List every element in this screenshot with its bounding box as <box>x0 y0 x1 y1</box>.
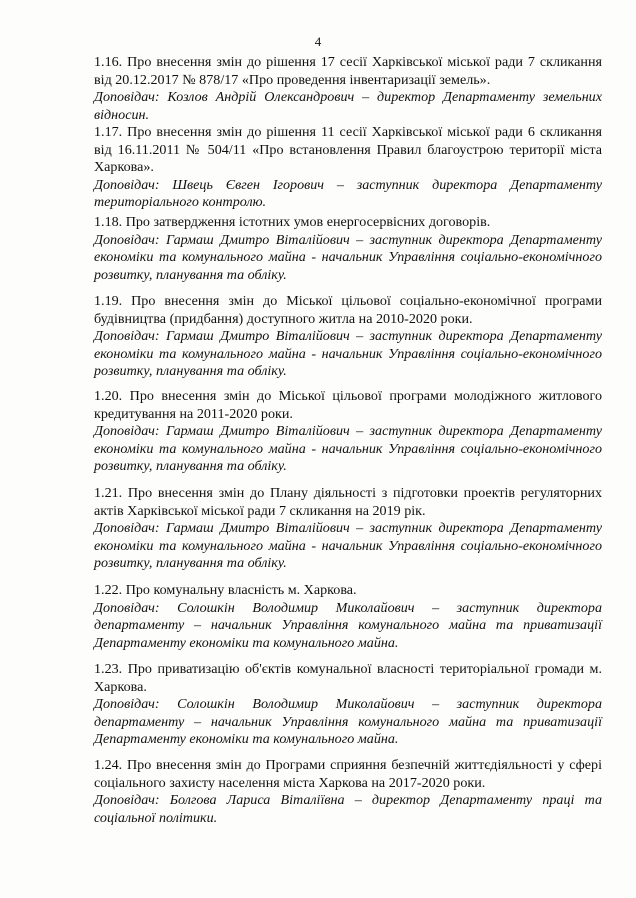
agenda-item-1-19 <box>94 293 602 381</box>
agenda-item-title: 1.16. Про внесення змін до рішення 17 сесії Харківської міської ради 7 скликання від 20.12.2017 № 878/17 «Про проведення інвентаризації земель». <box>94 54 602 88</box>
agenda-item-speaker: Доповідач: Солошкін Володимир Миколайович – заступник директора департаменту – начальник Управління комунального майна та приватизації Департаменту економіки та комунального майна. <box>94 599 602 651</box>
agenda-item-1-16 <box>94 54 602 124</box>
agenda-item-speaker: Доповідач: Гармаш Дмитро Віталійович – заступник директора Департаменту економіки та комунального майна - начальник Управління соціально-економічного розвитку, планування та обліку. <box>94 328 602 380</box>
agenda-item-title: 1.23. Про приватизацію об'єктів комунальної власності територіальної громади м. Харкова. <box>94 661 602 695</box>
agenda-item-title: 1.20. Про внесення змін до Міської цільової програми молодіжного житлового кредитування на 2011-2020 роки. <box>94 388 602 422</box>
agenda-item-speaker: Доповідач: Козлов Андрій Олександрович – директор Департаменту земельних відносин. <box>94 89 602 123</box>
agenda-item-title: 1.22. Про комунальну власність м. Харкова. <box>94 582 357 598</box>
agenda-item-1-24 <box>94 757 602 827</box>
agenda-item-speaker: Доповідач: Швець Євген Ігорович – заступник директора Департаменту територіального контролю. <box>94 176 602 211</box>
page-number: 4 <box>314 34 322 49</box>
agenda-item-1-21 <box>94 485 602 573</box>
agenda-item-1-18 <box>94 214 602 284</box>
agenda-item-speaker: Доповідач: Солошкін Володимир Миколайович – заступник директора департаменту – начальник Управління комунального майна та приватизації Департаменту економіки та комунального майна. <box>94 696 602 748</box>
agenda-item-speaker: Доповідач: Гармаш Дмитро Віталійович – заступник директора Департаменту економіки та комунального майна - начальник Управління соціально-економічного розвитку, планування та обліку. <box>94 231 602 283</box>
agenda-item-speaker: Доповідач: Болгова Лариса Віталіївна – директор Департаменту праці та соціальної політики. <box>94 792 602 826</box>
agenda-item-1-17 <box>94 124 602 212</box>
agenda-item-1-20 <box>94 388 602 476</box>
agenda-item-1-22 <box>94 582 602 652</box>
agenda-item-title: 1.17. Про внесення змін до рішення 11 сесії Харківської міської ради 6 скликання від 16.11.2011 № 504/11 «Про встановлення Правил благоустрою території міста Харкова». <box>94 124 602 176</box>
agenda-item-title: 1.21. Про внесення змін до Плану діяльності з підготовки проектів регуляторних актів Харківської міської ради 7 скликання на 2019 рік. <box>94 485 602 519</box>
agenda-item-speaker: Доповідач: Гармаш Дмитро Віталійович – заступник директора Департаменту економіки та комунального майна - начальник Управління соціально-економічного розвитку, планування та обліку. <box>94 423 602 475</box>
agenda-item-title: 1.19. Про внесення змін до Міської цільової соціально-економічної програми будівництва (придбання) доступного житла на 2010-2020 роки. <box>94 293 602 327</box>
agenda-item-1-23 <box>94 661 602 749</box>
agenda-item-speaker: Доповідач: Гармаш Дмитро Віталійович – заступник директора Департаменту економіки та комунального майна - начальник Управління соціально-економічного розвитку, планування та обліку. <box>94 520 602 572</box>
agenda-item-title: 1.18. Про затвердження істотних умов енергосервісних договорів. <box>94 214 491 230</box>
agenda-item-title: 1.24. Про внесення змін до Програми сприяння безпечній життєдіяльності у сфері соціального захисту населення міста Харкова на 2017-2020 роки. <box>94 757 602 791</box>
